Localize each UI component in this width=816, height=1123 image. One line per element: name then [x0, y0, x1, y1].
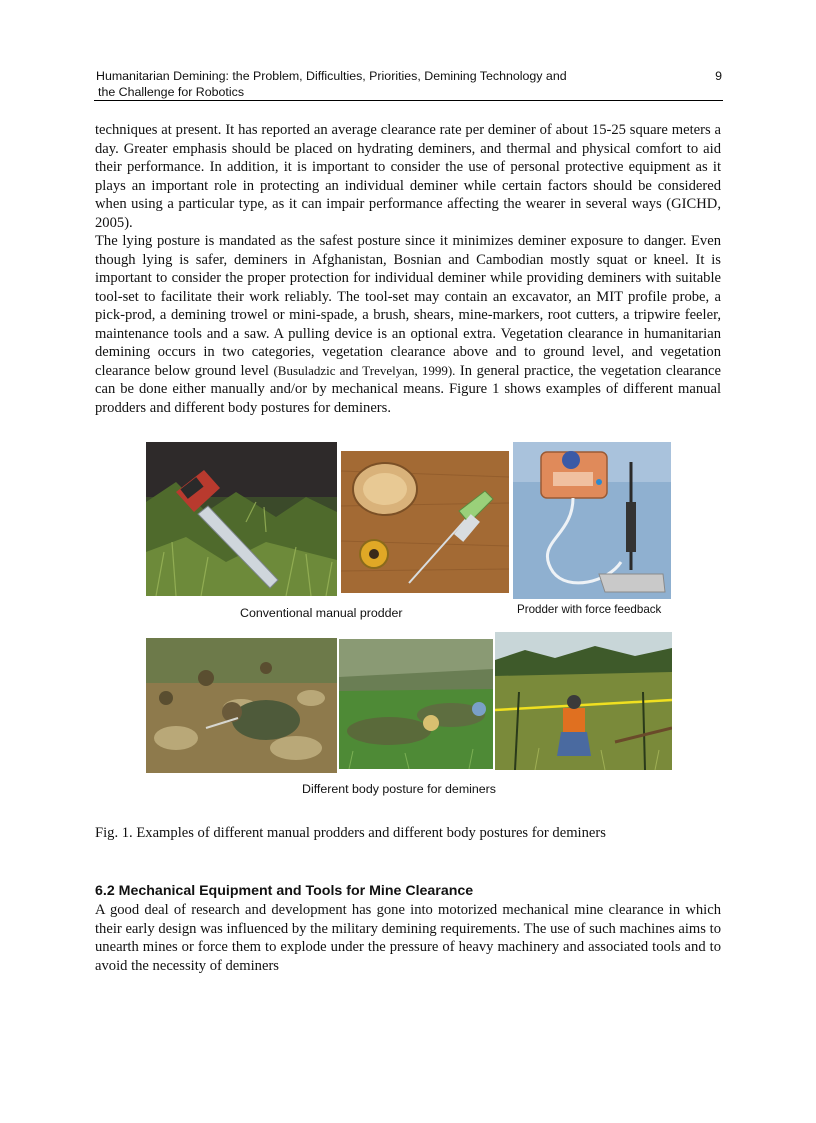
photo-force-feedback-prodder	[513, 442, 671, 599]
posture-citation: (Busuladzic and Trevelyan, 1999).	[273, 362, 456, 378]
posture-text-before-citation: The lying posture is mandated as the safest posture since it minimizes deminer exposure to danger. Even though lying is safer, deminers in Afghanistan, Bosnian and Cambodian mostly squat or kneel. It is important to consider the proper protection for individual deminer while providing deminers with suitable tool-set to facilitate their work reliably. The tool-set may contain an excavator, an MIT profile probe, a pick-prod, a demining trowel or mini-spade, a brush, shears, mine-markers, root cutters, a tripwire feeler, maintenance tools and a saw. A pulling device is an optional extra. Vegetation clearance in humanitarian demining occurs in two categories, vegetation clearance above and to ground level, and vegetation clearance below ground level	[95, 233, 721, 379]
paragraph-posture	[95, 232, 721, 417]
photo-deminer-squatting	[495, 632, 672, 770]
figure-caption: Fig. 1. Examples of different manual prodders and different body postures for deminers	[95, 825, 606, 841]
posture-text-after-citation: In general practice, the vegetation clearance can be done either manually and/or by mechanical means. Figure 1 shows examples of different manual prodders and different body postures for deminers.	[95, 362, 721, 416]
photo-deminer-kneeling	[146, 638, 337, 773]
caption-force-feedback: Prodder with force feedback	[517, 603, 662, 616]
header-rule	[94, 100, 723, 101]
caption-conventional-prodder: Conventional manual prodder	[240, 606, 403, 620]
page-number: 9	[715, 69, 722, 83]
header-title-line2: the Challenge for Robotics	[98, 85, 245, 99]
photo-prodder-on-table	[341, 451, 509, 593]
section-paragraph: A good deal of research and development has gone into motorized mechanical mine clearance in which their early design was influenced by the military demining requirements. The use of such machines aims to unearth mines or force them to explode under the pressure of heavy machinery and associated tools and to avoid the necessity of deminers	[95, 902, 721, 974]
header-title-line1: Humanitarian Demining: the Problem, Difficulties, Priorities, Demining Technology and	[96, 69, 567, 83]
section-heading: 6.2 Mechanical Equipment and Tools for Mine Clearance	[95, 883, 474, 899]
paragraph-intro: techniques at present. It has reported an average clearance rate per deminer of about 15-25 square meters a day. Greater emphasis should be placed on hydrating deminers, and thermal and physical comfort to aid their performance. In addition, it is important to consider the use of personal protective equipment as it plays an important role in protecting an individual deminer while certain factors should be considered when using a particular type, as it can impair performance affecting the wearer in several ways (GICHD, 2005).	[95, 122, 721, 231]
caption-body-posture: Different body posture for deminers	[302, 782, 496, 796]
photo-deminers-lying	[339, 639, 493, 769]
body-text-top	[95, 121, 721, 417]
photo-prodder-in-grass	[146, 442, 337, 596]
